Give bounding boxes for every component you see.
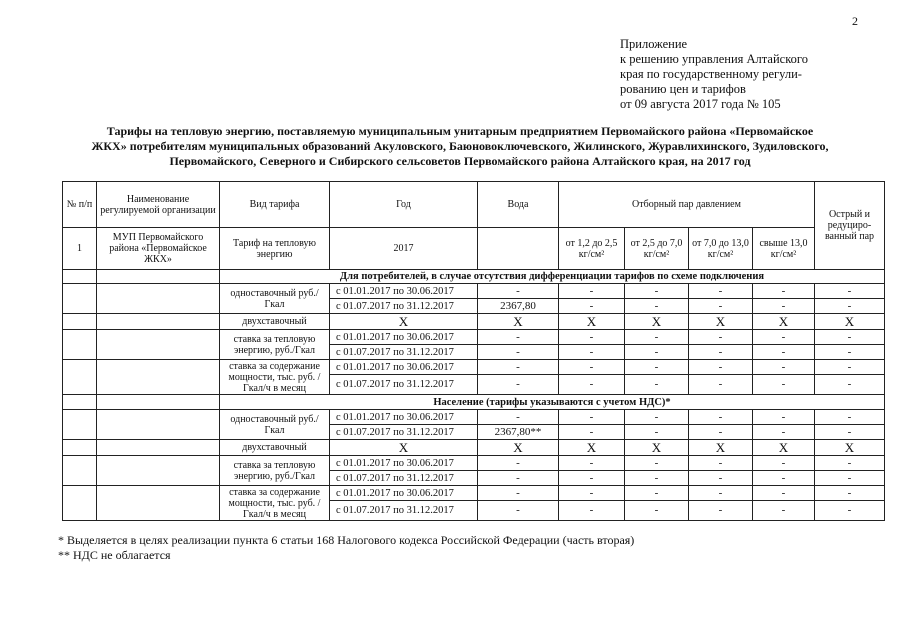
- value-cell: -: [625, 284, 689, 299]
- value-cell: -: [689, 471, 753, 486]
- value-cell: -: [689, 330, 753, 345]
- blank-cell: [63, 270, 97, 284]
- value-cell: -: [815, 471, 885, 486]
- value-cell: -: [625, 345, 689, 360]
- footnote-vat: * Выделяется в целях реализации пункта 6 статьи 168 Налогового кодекса Российской Федерации (часть вторая): [58, 533, 635, 547]
- blank-cell: [97, 284, 220, 314]
- section-consumers: Для потребителей, в случае отсутствия дифференциации тарифов по схеме подключения: [220, 270, 885, 284]
- value-cell: -: [815, 501, 885, 521]
- annex-line: от 09 августа 2017 года № 105: [620, 97, 781, 111]
- value-cell: -: [753, 486, 815, 501]
- value-cell: -: [815, 345, 885, 360]
- label-single-rate: одноставочный руб./Гкал: [220, 410, 330, 440]
- water-value: -: [478, 345, 559, 360]
- blank-cell: [63, 456, 97, 486]
- x-cell: X: [330, 440, 478, 456]
- footnote-no-vat: ** НДС не облагается: [58, 548, 171, 562]
- value-cell: -: [559, 375, 625, 395]
- water-value: -: [478, 330, 559, 345]
- blank-cell: [97, 360, 220, 395]
- period-cell: с 01.07.2017 по 31.12.2017: [330, 501, 478, 521]
- period-cell: с 01.07.2017 по 31.12.2017: [330, 299, 478, 314]
- x-cell: X: [689, 440, 753, 456]
- x-cell: X: [753, 440, 815, 456]
- water-value: 2367,80**: [478, 425, 559, 440]
- value-cell: -: [815, 486, 885, 501]
- header-pressure-2: от 2,5 до 7,0 кг/см²: [625, 228, 689, 270]
- blank-cell: [63, 410, 97, 440]
- annex-line: края по государственному регули-: [620, 67, 802, 81]
- title-line: ЖКХ» потребителям муниципальных образований Акуловского, Баюновоключевского, Жилинского, Журавлихинского, Зудиловского,: [91, 139, 829, 153]
- value-cell: -: [625, 471, 689, 486]
- org-name: МУП Первомайского района «Первомайское ЖКХ»: [97, 228, 220, 270]
- value-cell: -: [559, 501, 625, 521]
- water-value: -: [478, 410, 559, 425]
- x-cell: X: [559, 440, 625, 456]
- header-num: № п/п: [63, 182, 97, 228]
- value-cell: -: [689, 425, 753, 440]
- value-cell: -: [815, 360, 885, 375]
- period-cell: с 01.07.2017 по 31.12.2017: [330, 375, 478, 395]
- value-cell: -: [625, 501, 689, 521]
- footnotes: [58, 533, 634, 563]
- label-energy-rate: ставка за тепловую энергию, руб./Гкал: [220, 456, 330, 486]
- value-cell: -: [625, 486, 689, 501]
- title-line: Первомайского, Северного и Сибирского сельсоветов Первомайского района Алтайского края, на 2017 год: [169, 154, 751, 168]
- blank-cell: [97, 486, 220, 521]
- annex-line: Приложение: [620, 37, 688, 51]
- value-cell: -: [815, 456, 885, 471]
- period-cell: с 01.01.2017 по 30.06.2017: [330, 456, 478, 471]
- header-type: Вид тарифа: [220, 182, 330, 228]
- water-value: -: [478, 375, 559, 395]
- label-capacity-rate: ставка за содержание мощности, тыс. руб. /Гкал/ч в месяц: [220, 486, 330, 521]
- header-pressure-4: свыше 13,0 кг/см²: [753, 228, 815, 270]
- value-cell: -: [559, 471, 625, 486]
- water-value: -: [478, 284, 559, 299]
- tariff-table: [62, 181, 885, 521]
- period-cell: с 01.01.2017 по 30.06.2017: [330, 284, 478, 299]
- page-number: 2: [852, 14, 858, 28]
- label-two-rate: двухставочный: [220, 440, 330, 456]
- section-population: Население (тарифы указываются с учетом НДС)*: [220, 395, 885, 410]
- value-cell: -: [559, 360, 625, 375]
- value-cell: -: [815, 284, 885, 299]
- blank-cell: [63, 440, 97, 456]
- blank-cell: [97, 395, 220, 410]
- document-title: [55, 124, 865, 169]
- x-cell: X: [625, 314, 689, 330]
- value-cell: -: [559, 299, 625, 314]
- x-cell: X: [815, 314, 885, 330]
- value-cell: -: [753, 330, 815, 345]
- value-cell: -: [625, 410, 689, 425]
- label-capacity-rate: ставка за содержание мощности, тыс. руб. /Гкал/ч в месяц: [220, 360, 330, 395]
- header-water: Вода: [478, 182, 559, 228]
- value-cell: -: [689, 501, 753, 521]
- blank-cell: [63, 284, 97, 314]
- value-cell: -: [753, 471, 815, 486]
- value-cell: -: [559, 410, 625, 425]
- x-cell: X: [559, 314, 625, 330]
- blank-cell: [97, 410, 220, 440]
- value-cell: -: [625, 375, 689, 395]
- annex-line: рованию цен и тарифов: [620, 82, 746, 96]
- value-cell: -: [689, 360, 753, 375]
- org-year: 2017: [330, 228, 478, 270]
- period-cell: с 01.01.2017 по 30.06.2017: [330, 486, 478, 501]
- blank-cell: [97, 314, 220, 330]
- value-cell: -: [815, 410, 885, 425]
- x-cell: X: [478, 314, 559, 330]
- water-value: -: [478, 486, 559, 501]
- water-value: -: [478, 501, 559, 521]
- water-value: -: [478, 456, 559, 471]
- value-cell: -: [753, 375, 815, 395]
- blank-cell: [63, 314, 97, 330]
- x-cell: X: [689, 314, 753, 330]
- x-cell: X: [753, 314, 815, 330]
- x-cell: X: [478, 440, 559, 456]
- header-org: Наименование регулируемой организации: [97, 182, 220, 228]
- value-cell: -: [559, 456, 625, 471]
- x-cell: X: [815, 440, 885, 456]
- value-cell: -: [753, 284, 815, 299]
- value-cell: -: [753, 360, 815, 375]
- value-cell: -: [625, 456, 689, 471]
- label-energy-rate: ставка за тепловую энергию, руб./Гкал: [220, 330, 330, 360]
- blank-cell: [97, 456, 220, 486]
- value-cell: -: [753, 299, 815, 314]
- value-cell: -: [559, 330, 625, 345]
- value-cell: -: [753, 456, 815, 471]
- value-cell: -: [625, 360, 689, 375]
- value-cell: -: [625, 299, 689, 314]
- period-cell: с 01.07.2017 по 31.12.2017: [330, 471, 478, 486]
- value-cell: -: [689, 299, 753, 314]
- blank-cell: [97, 330, 220, 360]
- value-cell: -: [625, 425, 689, 440]
- header-sharp-steam: Острый и редуциро-ванный пар: [815, 182, 885, 270]
- period-cell: с 01.07.2017 по 31.12.2017: [330, 425, 478, 440]
- period-cell: с 01.01.2017 по 30.06.2017: [330, 360, 478, 375]
- value-cell: -: [815, 330, 885, 345]
- value-cell: -: [753, 425, 815, 440]
- value-cell: -: [689, 375, 753, 395]
- blank-cell: [63, 395, 97, 410]
- value-cell: -: [689, 284, 753, 299]
- blank-cell: [63, 330, 97, 360]
- water-value: -: [478, 471, 559, 486]
- title-line: Тарифы на тепловую энергию, поставляемую муниципальным унитарным предприятием Первомайского района «Первомайское: [106, 124, 814, 138]
- x-cell: X: [330, 314, 478, 330]
- header-year: Год: [330, 182, 478, 228]
- value-cell: -: [815, 425, 885, 440]
- value-cell: -: [689, 486, 753, 501]
- label-two-rate: двухставочный: [220, 314, 330, 330]
- label-single-rate: одноставочный руб./Гкал: [220, 284, 330, 314]
- value-cell: -: [559, 345, 625, 360]
- value-cell: -: [689, 410, 753, 425]
- value-cell: -: [625, 330, 689, 345]
- header-pressure-3: от 7,0 до 13,0 кг/см²: [689, 228, 753, 270]
- x-cell: X: [625, 440, 689, 456]
- water-value: 2367,80: [478, 299, 559, 314]
- value-cell: -: [815, 299, 885, 314]
- period-cell: с 01.07.2017 по 31.12.2017: [330, 345, 478, 360]
- annex-line: к решению управления Алтайского: [620, 52, 808, 66]
- water-value: -: [478, 360, 559, 375]
- header-steam: Отборный пар давлением: [559, 182, 815, 228]
- value-cell: -: [815, 375, 885, 395]
- value-cell: -: [559, 425, 625, 440]
- org-num: 1: [63, 228, 97, 270]
- period-cell: с 01.01.2017 по 30.06.2017: [330, 410, 478, 425]
- value-cell: -: [689, 456, 753, 471]
- blank-cell: [63, 360, 97, 395]
- value-cell: -: [753, 410, 815, 425]
- value-cell: -: [753, 345, 815, 360]
- period-cell: с 01.01.2017 по 30.06.2017: [330, 330, 478, 345]
- blank-cell: [97, 440, 220, 456]
- org-tariff-type: Тариф на тепловую энергию: [220, 228, 330, 270]
- value-cell: -: [689, 345, 753, 360]
- org-water: [478, 228, 559, 270]
- blank-cell: [97, 270, 220, 284]
- value-cell: -: [559, 284, 625, 299]
- value-cell: -: [559, 486, 625, 501]
- value-cell: -: [753, 501, 815, 521]
- blank-cell: [63, 486, 97, 521]
- header-pressure-1: от 1,2 до 2,5 кг/см²: [559, 228, 625, 270]
- annex-block: [620, 37, 808, 112]
